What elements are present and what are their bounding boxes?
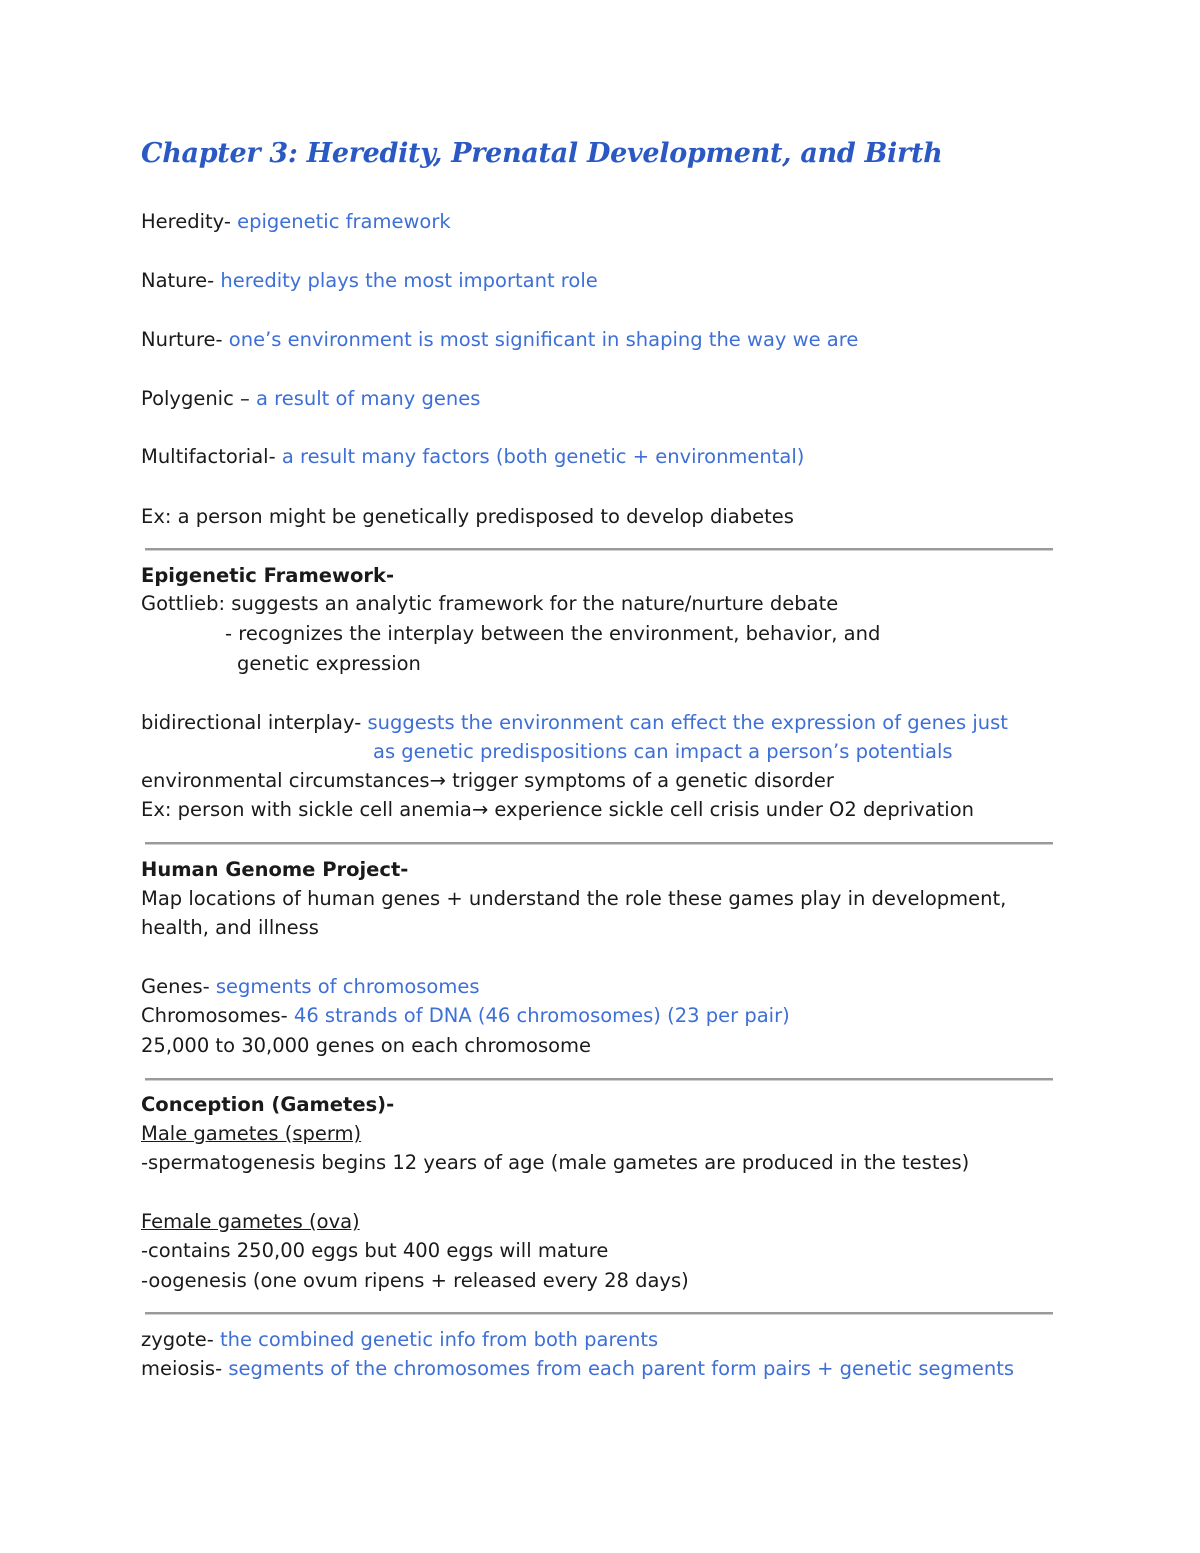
- chromosomes-definition: 46 strands of DNA (46 chromosomes) (23 per pair): [293, 1004, 790, 1027]
- section-divider: [145, 1312, 1053, 1315]
- genome-description-1: Map locations of human genes + understand the role these games play in development,: [141, 887, 1007, 910]
- sickle-cell-example: Ex: person with sickle cell anemia→ experience sickle cell crisis under O2 deprivation: [141, 798, 975, 821]
- oogenesis-line: -oogenesis (one ovum ripens + released every 28 days): [141, 1269, 689, 1292]
- multifactorial-line: [141, 444, 804, 470]
- meiosis-definition: segments of the chromosomes from each parent form pairs + genetic segments: [228, 1357, 1015, 1380]
- male-gametes-heading: Male gametes (sperm): [141, 1122, 362, 1145]
- chromosomes-term: Chromosomes-: [141, 1004, 294, 1027]
- genes-line: [141, 974, 480, 1000]
- conception-heading: Conception (Gametes)-: [141, 1093, 395, 1116]
- meiosis-term: meiosis-: [141, 1357, 229, 1380]
- nature-line: [141, 268, 598, 294]
- nurture-term: Nurture-: [141, 328, 229, 351]
- recognizes-line-1: - recognizes the interplay between the environment, behavior, and: [225, 622, 881, 645]
- heredity-term: Heredity-: [141, 210, 238, 233]
- bidirectional-term: bidirectional interplay-: [141, 711, 368, 734]
- female-gametes-heading: Female gametes (ova): [141, 1210, 360, 1233]
- bidirectional-line: [141, 710, 1008, 736]
- heredity-definition: epigenetic framework: [237, 210, 451, 233]
- recognizes-line-2: genetic expression: [237, 652, 421, 675]
- zygote-definition: the combined genetic info from both parents: [219, 1328, 659, 1351]
- nature-definition: heredity plays the most important role: [220, 269, 598, 292]
- eggs-line: -contains 250,00 eggs but 400 eggs will mature: [141, 1239, 609, 1262]
- epigenetic-heading: Epigenetic Framework-: [141, 564, 395, 587]
- polygenic-line: [141, 386, 480, 412]
- genome-description-2: health, and illness: [141, 916, 319, 939]
- bidirectional-definition: suggests the environment can effect the expression of genes just: [367, 711, 1008, 734]
- section-divider: [145, 842, 1053, 845]
- genome-heading: Human Genome Project-: [141, 858, 409, 881]
- section-divider: [145, 1078, 1053, 1081]
- nature-term: Nature-: [141, 269, 221, 292]
- genes-definition: segments of chromosomes: [215, 975, 480, 998]
- chromosomes-line: [141, 1003, 790, 1029]
- nurture-line: [141, 327, 858, 353]
- meiosis-line: [141, 1356, 1014, 1382]
- bidirectional-definition-continued: as genetic predispositions can impact a person’s potentials: [373, 740, 953, 763]
- polygenic-definition: a result of many genes: [255, 387, 481, 410]
- gene-count-line: 25,000 to 30,000 genes on each chromosome: [141, 1034, 592, 1057]
- multifactorial-term: Multifactorial-: [141, 445, 282, 468]
- diabetes-example: Ex: a person might be genetically predisposed to develop diabetes: [141, 505, 794, 528]
- spermatogenesis-line: -spermatogenesis begins 12 years of age (male gametes are produced in the testes): [141, 1151, 970, 1174]
- chapter-title: Chapter 3: Heredity, Prenatal Development, and Birth: [141, 138, 943, 169]
- gottlieb-line: Gottlieb: suggests an analytic framework for the nature/nurture debate: [141, 592, 839, 615]
- section-divider: [145, 548, 1053, 551]
- zygote-term: zygote-: [141, 1328, 220, 1351]
- environmental-line: environmental circumstances→ trigger symptoms of a genetic disorder: [141, 769, 834, 792]
- genes-term: Genes-: [141, 975, 216, 998]
- multifactorial-definition: a result many factors (both genetic + environmental): [281, 445, 805, 468]
- zygote-line: [141, 1327, 658, 1353]
- nurture-definition: one’s environment is most significant in shaping the way we are: [228, 328, 859, 351]
- heredity-line: [141, 209, 451, 235]
- polygenic-term: Polygenic –: [141, 387, 256, 410]
